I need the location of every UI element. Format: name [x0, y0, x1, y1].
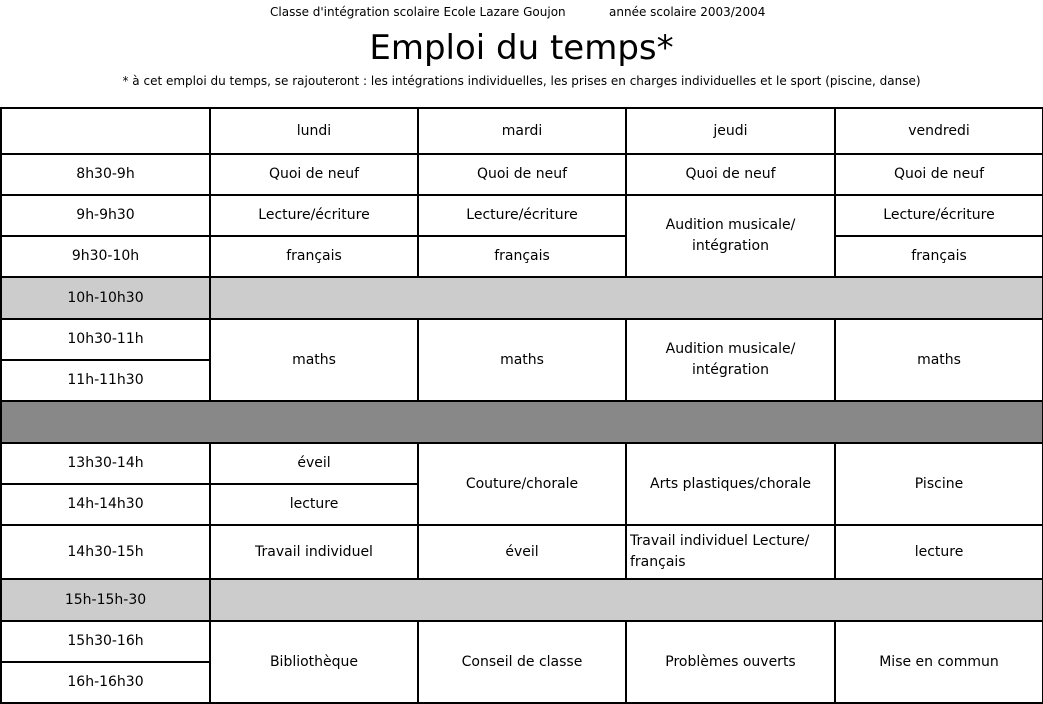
lesson-cell: éveil: [418, 525, 626, 579]
day-header-lundi: lundi: [210, 108, 418, 154]
lesson-cell: Mise en commun: [835, 621, 1043, 703]
lesson-cell-audition: [626, 195, 835, 277]
lesson-cell: lecture: [835, 525, 1043, 579]
corner-cell: [1, 108, 210, 154]
lesson-line: intégration: [692, 238, 769, 254]
lesson-line: intégration: [692, 362, 769, 378]
lesson-line: Travail individuel Lecture/: [630, 533, 810, 549]
lesson-cell: maths: [835, 319, 1043, 401]
table-row: [1, 108, 1043, 154]
lunch-break-row: [1, 401, 1043, 443]
table-row: [1, 621, 1043, 662]
time-slot: 9h-9h30: [1, 195, 210, 236]
lesson-cell: Couture/chorale: [418, 443, 626, 525]
lesson-cell: Lecture/écriture: [835, 195, 1043, 236]
lesson-cell: français: [210, 236, 418, 277]
lesson-cell: Quoi de neuf: [626, 154, 835, 195]
lesson-line: Audition musicale/: [665, 217, 796, 233]
lesson-cell: Problèmes ouverts: [626, 621, 835, 703]
break-row: [210, 277, 1043, 319]
table-row: [1, 579, 1043, 621]
lesson-cell-audition: [626, 319, 835, 401]
lesson-cell: Piscine: [835, 443, 1043, 525]
page-title: Emploi du temps*: [369, 28, 674, 68]
lesson-cell: maths: [418, 319, 626, 401]
lesson-cell: Conseil de classe: [418, 621, 626, 703]
time-slot: 16h-16h30: [1, 662, 210, 703]
lesson-cell: français: [835, 236, 1043, 277]
lesson-cell: Arts plastiques/chorale: [626, 443, 835, 525]
time-slot: 9h30-10h: [1, 236, 210, 277]
time-slot: 11h-11h30: [1, 360, 210, 401]
table-row: [1, 195, 1043, 236]
time-slot: 14h30-15h: [1, 525, 210, 579]
table-row: [1, 319, 1043, 360]
lesson-cell: Lecture/écriture: [418, 195, 626, 236]
lesson-cell: Lecture/écriture: [210, 195, 418, 236]
school-name: Classe d'intégration scolaire Ecole Lazare Goujon: [270, 5, 566, 19]
table-row: [1, 401, 1043, 443]
time-slot-break: 15h-15h-30: [1, 579, 210, 621]
time-slot: 15h30-16h: [1, 621, 210, 662]
lesson-cell: lecture: [210, 484, 418, 525]
day-header-jeudi: jeudi: [626, 108, 835, 154]
lesson-cell: Travail individuel: [210, 525, 418, 579]
lesson-line: Audition musicale/: [665, 341, 796, 357]
time-slot: 8h30-9h: [1, 154, 210, 195]
table-row: [1, 525, 1043, 579]
day-header-vendredi: vendredi: [835, 108, 1043, 154]
time-slot: 14h-14h30: [1, 484, 210, 525]
lesson-cell: éveil: [210, 443, 418, 484]
time-slot-break: 10h-10h30: [1, 277, 210, 319]
day-header-mardi: mardi: [418, 108, 626, 154]
lesson-cell: Quoi de neuf: [835, 154, 1043, 195]
timetable: [0, 107, 1043, 704]
lesson-cell-travail-lecture: [626, 525, 835, 579]
table-row: [1, 236, 1043, 277]
break-row: [210, 579, 1043, 621]
lesson-cell: français: [418, 236, 626, 277]
school-year: année scolaire 2003/2004: [609, 5, 766, 19]
footnote: * à cet emploi du temps, se rajouteront : les intégrations individuelles, les prises en charges individuelles et le sport (piscine, danse): [122, 74, 921, 88]
table-row: [1, 154, 1043, 195]
lesson-line: français: [630, 554, 686, 570]
table-row: [1, 443, 1043, 484]
lesson-cell: Quoi de neuf: [210, 154, 418, 195]
table-row: [1, 277, 1043, 319]
time-slot: 13h30-14h: [1, 443, 210, 484]
lesson-cell: maths: [210, 319, 418, 401]
time-slot: 10h30-11h: [1, 319, 210, 360]
lesson-cell: Bibliothèque: [210, 621, 418, 703]
lesson-cell: Quoi de neuf: [418, 154, 626, 195]
header-line: [0, 5, 1043, 21]
